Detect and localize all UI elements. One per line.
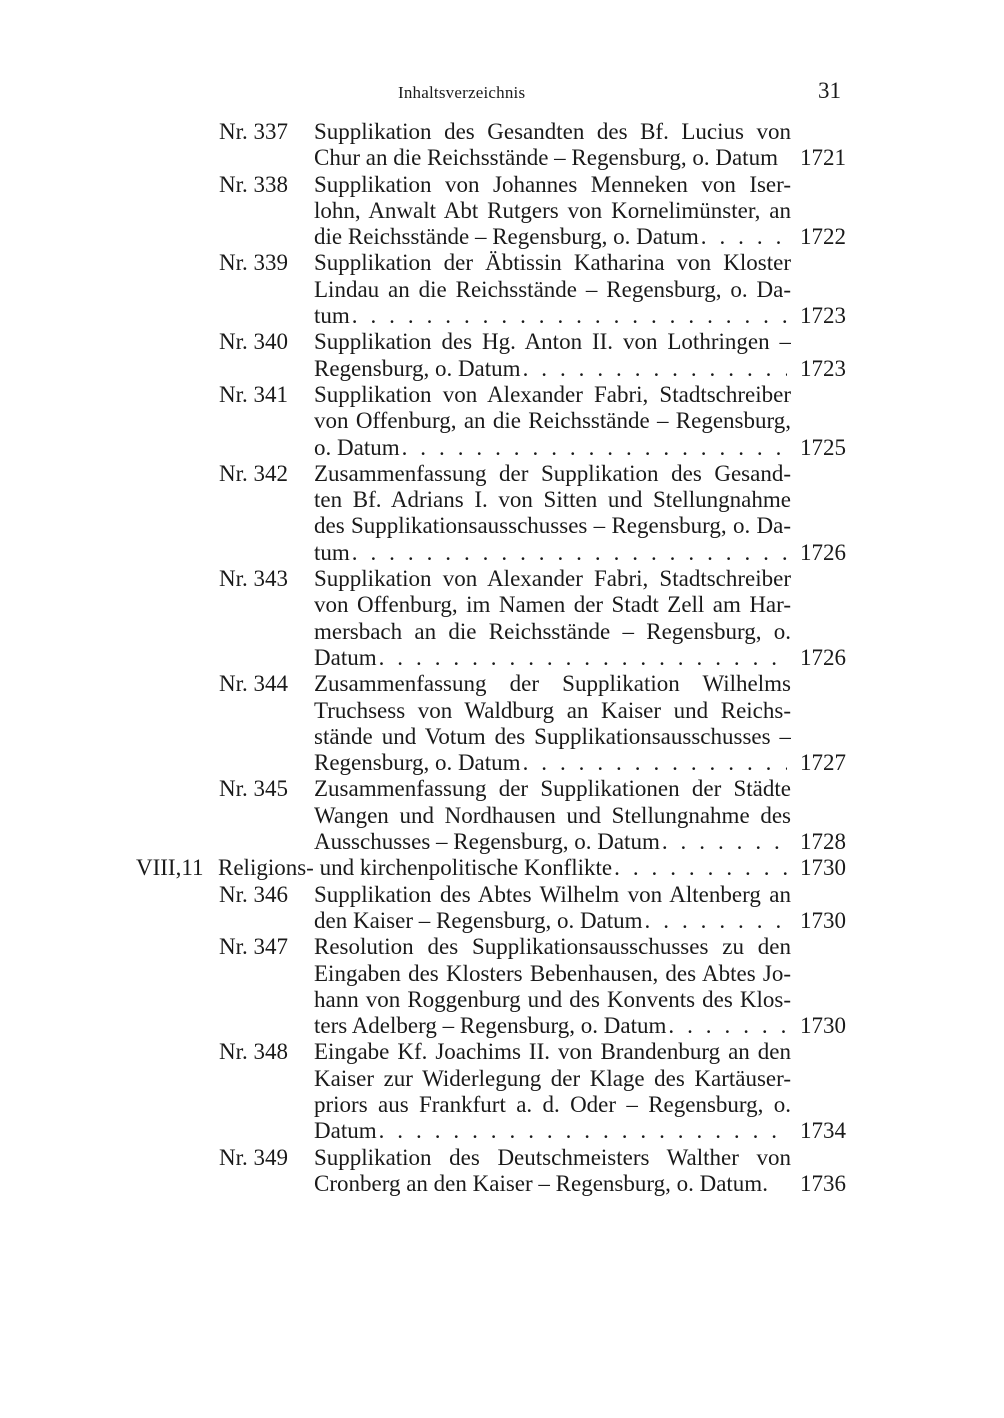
entry-page-number: 1727 xyxy=(800,750,846,776)
toc-entry xyxy=(0,1039,1004,1144)
dot-leader xyxy=(352,540,787,566)
entry-number: Nr. 343 xyxy=(219,566,288,592)
entry-title-line: Supplikation des Hg. Anton II. von Lothringen – xyxy=(314,329,791,355)
entry-title-line: von Offenburg, im Namen der Stadt Zell am Har- xyxy=(314,592,791,618)
entry-title-line: stände und Votum des Supplikationsausschusses – xyxy=(314,723,791,749)
entry-title xyxy=(314,881,846,935)
entry-title-line: des Supplikationsausschusses – Regensburg, o. Da- xyxy=(314,513,791,539)
toc-entry xyxy=(0,461,1004,566)
entry-title-last-line xyxy=(314,303,846,329)
entry-title-line: mersbach an die Reichsstände – Regensburg, o. xyxy=(314,618,791,644)
entry-title-line: Religions- und kirchenpolitische Konflikte xyxy=(218,855,613,881)
entry-number: Nr. 341 xyxy=(219,381,288,407)
entry-number: Nr. 338 xyxy=(219,171,288,197)
entry-number: Nr. 344 xyxy=(219,671,288,697)
entry-title-line: Regensburg, o. Datum xyxy=(314,355,521,381)
entry-title xyxy=(314,1039,846,1144)
entry-title-line: tum xyxy=(314,303,350,329)
dot-leader xyxy=(379,645,787,671)
entry-title-last-line xyxy=(218,855,846,881)
entry-number: Nr. 347 xyxy=(219,934,288,960)
entry-title xyxy=(314,381,846,461)
entry-page-number: 1726 xyxy=(800,539,846,565)
entry-page-number: 1721 xyxy=(800,145,846,171)
toc-section-entry xyxy=(0,855,1004,881)
entry-title-line: Regensburg, o. Datum xyxy=(314,750,521,776)
entry-title-line: Zusammenfassung der Supplikation des Gesand- xyxy=(314,460,791,486)
entry-title-line: Truchsess von Waldburg an Kaiser und Reichs- xyxy=(314,697,791,723)
entry-title xyxy=(314,329,846,382)
entry-title-last-line xyxy=(314,829,846,855)
toc-entry xyxy=(0,329,1004,382)
entry-title-last-line xyxy=(314,1118,846,1144)
entry-title-line: Eingaben des Klosters Bebenhausen, des Abtes Jo- xyxy=(314,960,791,986)
entry-page-number: 1723 xyxy=(800,355,846,381)
entry-number: Nr. 337 xyxy=(219,119,288,144)
entry-title-line: Resolution des Supplikationsausschusses zu den xyxy=(314,934,791,960)
entry-page-number: 1734 xyxy=(800,1118,846,1144)
entry-title-last-line xyxy=(314,644,846,671)
entry-number: Nr. 346 xyxy=(219,881,288,907)
entry-title-last-line xyxy=(314,224,846,250)
entry-title xyxy=(314,671,846,776)
entry-title-line: hann von Roggenburg und des Konvents des Klos- xyxy=(314,986,791,1012)
entry-title-line: Chur an die Reichsstände – Regensburg, o. Datum xyxy=(314,145,778,171)
toc-entry xyxy=(0,882,1004,935)
entry-title-line: Eingabe Kf. Joachims II. von Brandenburg an den xyxy=(314,1039,791,1065)
toc-entry xyxy=(0,382,1004,461)
entry-title-line: Zusammenfassung der Supplikationen der Städte xyxy=(314,776,791,802)
toc-entry xyxy=(0,172,1004,251)
toc-entry xyxy=(0,934,1004,1039)
dot-leader xyxy=(523,356,787,382)
entry-page-number: 1736 xyxy=(800,1170,846,1196)
entry-title-line: Supplikation der Äbtissin Katharina von Kloster xyxy=(314,250,791,276)
entry-title-line: Supplikation von Alexander Fabri, Stadtschreiber xyxy=(314,381,791,407)
entry-title-last-line xyxy=(314,907,846,934)
entry-title-line: Kaiser zur Widerlegung der Klage des Kartäuser- xyxy=(314,1065,791,1091)
entry-number: Nr. 342 xyxy=(219,460,288,486)
entry-title-last-line xyxy=(314,145,846,171)
dot-leader xyxy=(701,224,787,250)
dot-leader xyxy=(352,303,787,329)
entry-page-number: 1730 xyxy=(800,1013,846,1039)
entry-title-line: priors aus Frankfurt a. d. Oder – Regensburg, o. xyxy=(314,1091,791,1117)
dot-leader xyxy=(614,855,787,881)
section-number: VIII,11 xyxy=(136,855,204,881)
entry-number: Nr. 349 xyxy=(219,1144,288,1170)
toc-entry xyxy=(0,671,1004,776)
entry-title xyxy=(314,460,846,566)
entry-title xyxy=(314,119,846,172)
entry-title-last-line xyxy=(314,750,846,776)
entry-page-number: 1730 xyxy=(800,855,846,881)
entry-number: Nr. 339 xyxy=(219,250,288,276)
entry-title-last-line xyxy=(314,539,846,566)
entry-title xyxy=(314,171,846,251)
entry-number: Nr. 348 xyxy=(219,1039,288,1065)
entry-title-line: o. Datum xyxy=(314,434,400,460)
entry-title-line: ten Bf. Adrians I. von Sitten und Stellungnahme xyxy=(314,487,791,513)
entry-title-line: Ausschusses – Regensburg, o. Datum xyxy=(314,829,660,855)
entry-number: Nr. 345 xyxy=(219,776,288,802)
running-title: Inhaltsverzeichnis xyxy=(398,83,526,102)
entry-title-line: Wangen und Nordhausen und Stellungnahme des xyxy=(314,802,791,828)
entry-page-number: 1728 xyxy=(800,829,846,855)
entry-title-line: tum xyxy=(314,539,350,565)
entry-number: Nr. 340 xyxy=(219,329,288,355)
entry-title-line: Lindau an die Reichsstände – Regensburg, o. Da- xyxy=(314,276,791,302)
entry-title-line: den Kaiser – Regensburg, o. Datum xyxy=(314,907,643,933)
entry-title-last-line xyxy=(314,434,846,461)
entry-title xyxy=(314,566,846,671)
entry-title-line: Supplikation von Alexander Fabri, Stadtschreiber xyxy=(314,566,791,592)
toc-entry xyxy=(0,250,1004,329)
dot-leader xyxy=(668,1013,787,1039)
entry-title-line: Datum xyxy=(314,1118,377,1144)
toc-entry xyxy=(0,776,1004,855)
dot-leader xyxy=(379,1118,787,1144)
entry-title-line: ters Adelberg – Regensburg, o. Datum xyxy=(314,1013,667,1039)
entry-title-line: von Offenburg, an die Reichsstände – Regensburg, xyxy=(314,408,791,434)
toc-entry xyxy=(0,119,1004,172)
entry-title-line: die Reichsstände – Regensburg, o. Datum xyxy=(314,224,699,250)
entry-title-line: lohn, Anwalt Abt Rutgers von Kornelimünster, an xyxy=(314,197,791,223)
entry-title-last-line xyxy=(314,1170,846,1197)
entry-title-line: Zusammenfassung der Supplikation Wilhelms xyxy=(314,671,791,697)
entry-title-last-line xyxy=(314,1013,846,1039)
entry-page-number: 1722 xyxy=(800,224,846,250)
entry-page-number: 1725 xyxy=(800,434,846,460)
entry-title-last-line xyxy=(314,355,846,382)
table-of-contents xyxy=(0,119,1004,1197)
entry-title-line: Supplikation des Abtes Wilhelm von Altenberg an xyxy=(314,881,791,907)
page-number: 31 xyxy=(818,78,841,103)
entry-title-line: Cronberg an den Kaiser – Regensburg, o. Datum. xyxy=(314,1170,768,1196)
dot-leader xyxy=(662,829,787,855)
dot-leader xyxy=(523,750,787,776)
entry-title xyxy=(314,934,846,1039)
entry-title-line: Supplikation des Gesandten des Bf. Lucius von xyxy=(314,119,791,144)
entry-title xyxy=(314,1144,846,1198)
dot-leader xyxy=(402,435,787,461)
entry-page-number: 1723 xyxy=(800,303,846,329)
entry-title-line: Supplikation von Johannes Menneken von Iser- xyxy=(314,171,791,197)
running-header xyxy=(0,78,1004,108)
entry-title-line: Supplikation des Deutschmeisters Walther von xyxy=(314,1144,791,1170)
toc-entry xyxy=(0,1145,1004,1198)
entry-page-number: 1730 xyxy=(800,907,846,933)
entry-page-number: 1726 xyxy=(800,644,846,670)
entry-title xyxy=(314,776,846,855)
entry-title xyxy=(314,250,846,329)
dot-leader xyxy=(645,908,787,934)
entry-title xyxy=(218,855,846,881)
toc-entry xyxy=(0,566,1004,671)
entry-title-line: Datum xyxy=(314,644,377,670)
